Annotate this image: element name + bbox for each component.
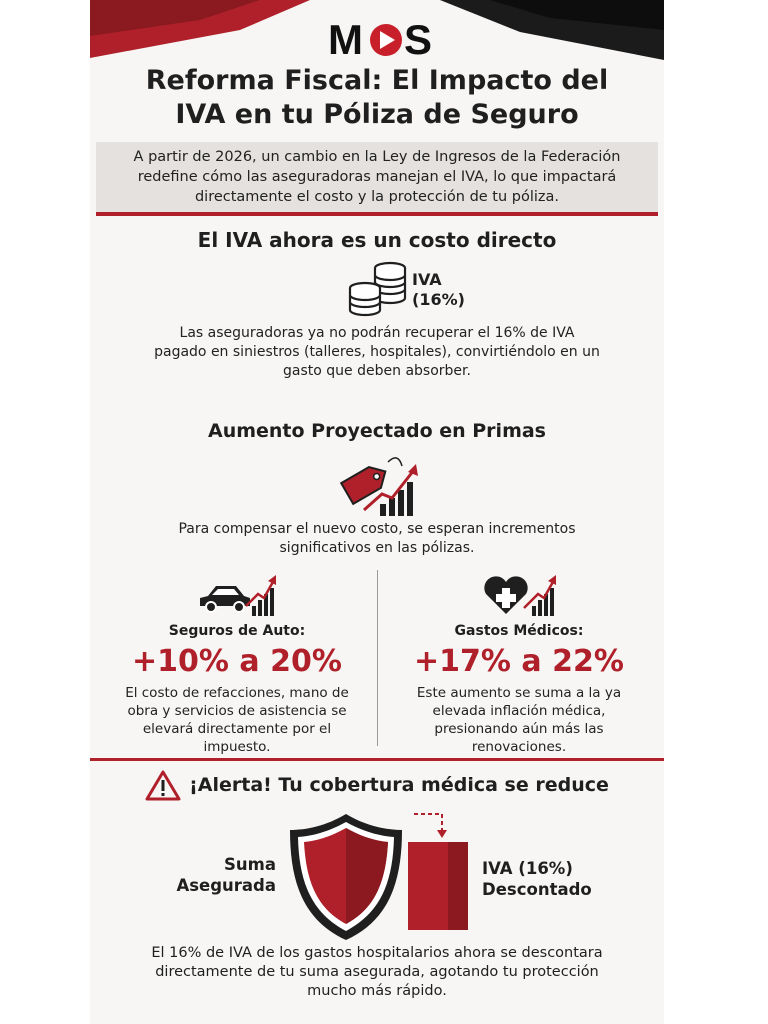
auto-increase-range: +10% a 20% <box>132 644 342 679</box>
price-tag-chart-icon <box>336 448 420 518</box>
suma-label-line-2: Asegurada <box>176 876 276 895</box>
title-line-1: Reforma Fiscal: El Impacto del <box>145 65 609 96</box>
svg-text:S: S <box>404 16 433 62</box>
auto-insurance-column <box>102 572 372 756</box>
medical-heading: Gastos Médicos: <box>454 623 584 639</box>
warning-triangle-icon <box>145 769 181 801</box>
desc-label-line-2: Descontado <box>482 880 592 899</box>
iva-rate-label <box>412 270 465 310</box>
intro-text: A partir de 2026, un cambio en la Ley de Ingresos de la Federación redefine cómo las aseguradoras manejan el IVA, lo que impactará directamente el costo y la protección de tu póliza. <box>133 149 621 205</box>
alert-body: El 16% de IVA de los gastos hospitalarios ahora se descontara directamente de tu suma asegurada, agotando tu protección mucho más rápido. <box>151 945 603 999</box>
suma-label-line-1: Suma <box>224 855 276 874</box>
section-iva-body: Las aseguradoras ya no podrán recuperar el 16% de IVA pagado en siniestros (talleres, hospitales), convirtiéndolo en un gasto que deben absorber. <box>154 325 600 379</box>
iva-deduction-bar <box>402 806 476 930</box>
shield-icon <box>282 810 410 944</box>
page-title <box>90 64 664 132</box>
auto-body: El costo de refacciones, mano de obra y servicios de asistencia se elevará directamente por el impuesto. <box>125 685 349 755</box>
section-divider <box>90 758 664 761</box>
alert-title: ¡Alerta! Tu cobertura médica se reduce <box>189 774 609 796</box>
medical-increase-range: +17% a 22% <box>414 644 624 679</box>
auto-heading: Seguros de Auto: <box>168 623 306 639</box>
mcs-logo <box>328 14 440 62</box>
intro-box <box>96 142 658 216</box>
section-iva-title: El IVA ahora es un costo directo <box>197 228 557 252</box>
iva-label-line-2: (16%) <box>412 290 465 309</box>
title-line-2: IVA en tu Póliza de Seguro <box>175 99 579 130</box>
medical-expenses-column <box>384 572 654 756</box>
car-growth-icon <box>196 572 278 618</box>
alert-header <box>90 768 664 802</box>
svg-text:M: M <box>328 16 361 62</box>
iva-label-line-1: IVA <box>412 270 442 289</box>
heart-cross-growth-icon <box>478 572 560 618</box>
suma-asegurada-label <box>150 854 276 896</box>
medical-body: Este aumento se suma a la ya elevada inflación médica, presionando aún más las renovaciones. <box>416 685 622 755</box>
coins-stack-icon <box>348 258 410 320</box>
section-primas-body: Para compensar el nuevo costo, se esperan incrementos significativos en las pólizas. <box>178 521 576 556</box>
column-divider <box>377 570 378 746</box>
section-primas-title: Aumento Proyectado en Primas <box>207 420 546 442</box>
desc-label-line-1: IVA (16%) <box>482 859 573 878</box>
iva-descontado-label <box>482 858 642 900</box>
infographic-page <box>90 0 664 1024</box>
